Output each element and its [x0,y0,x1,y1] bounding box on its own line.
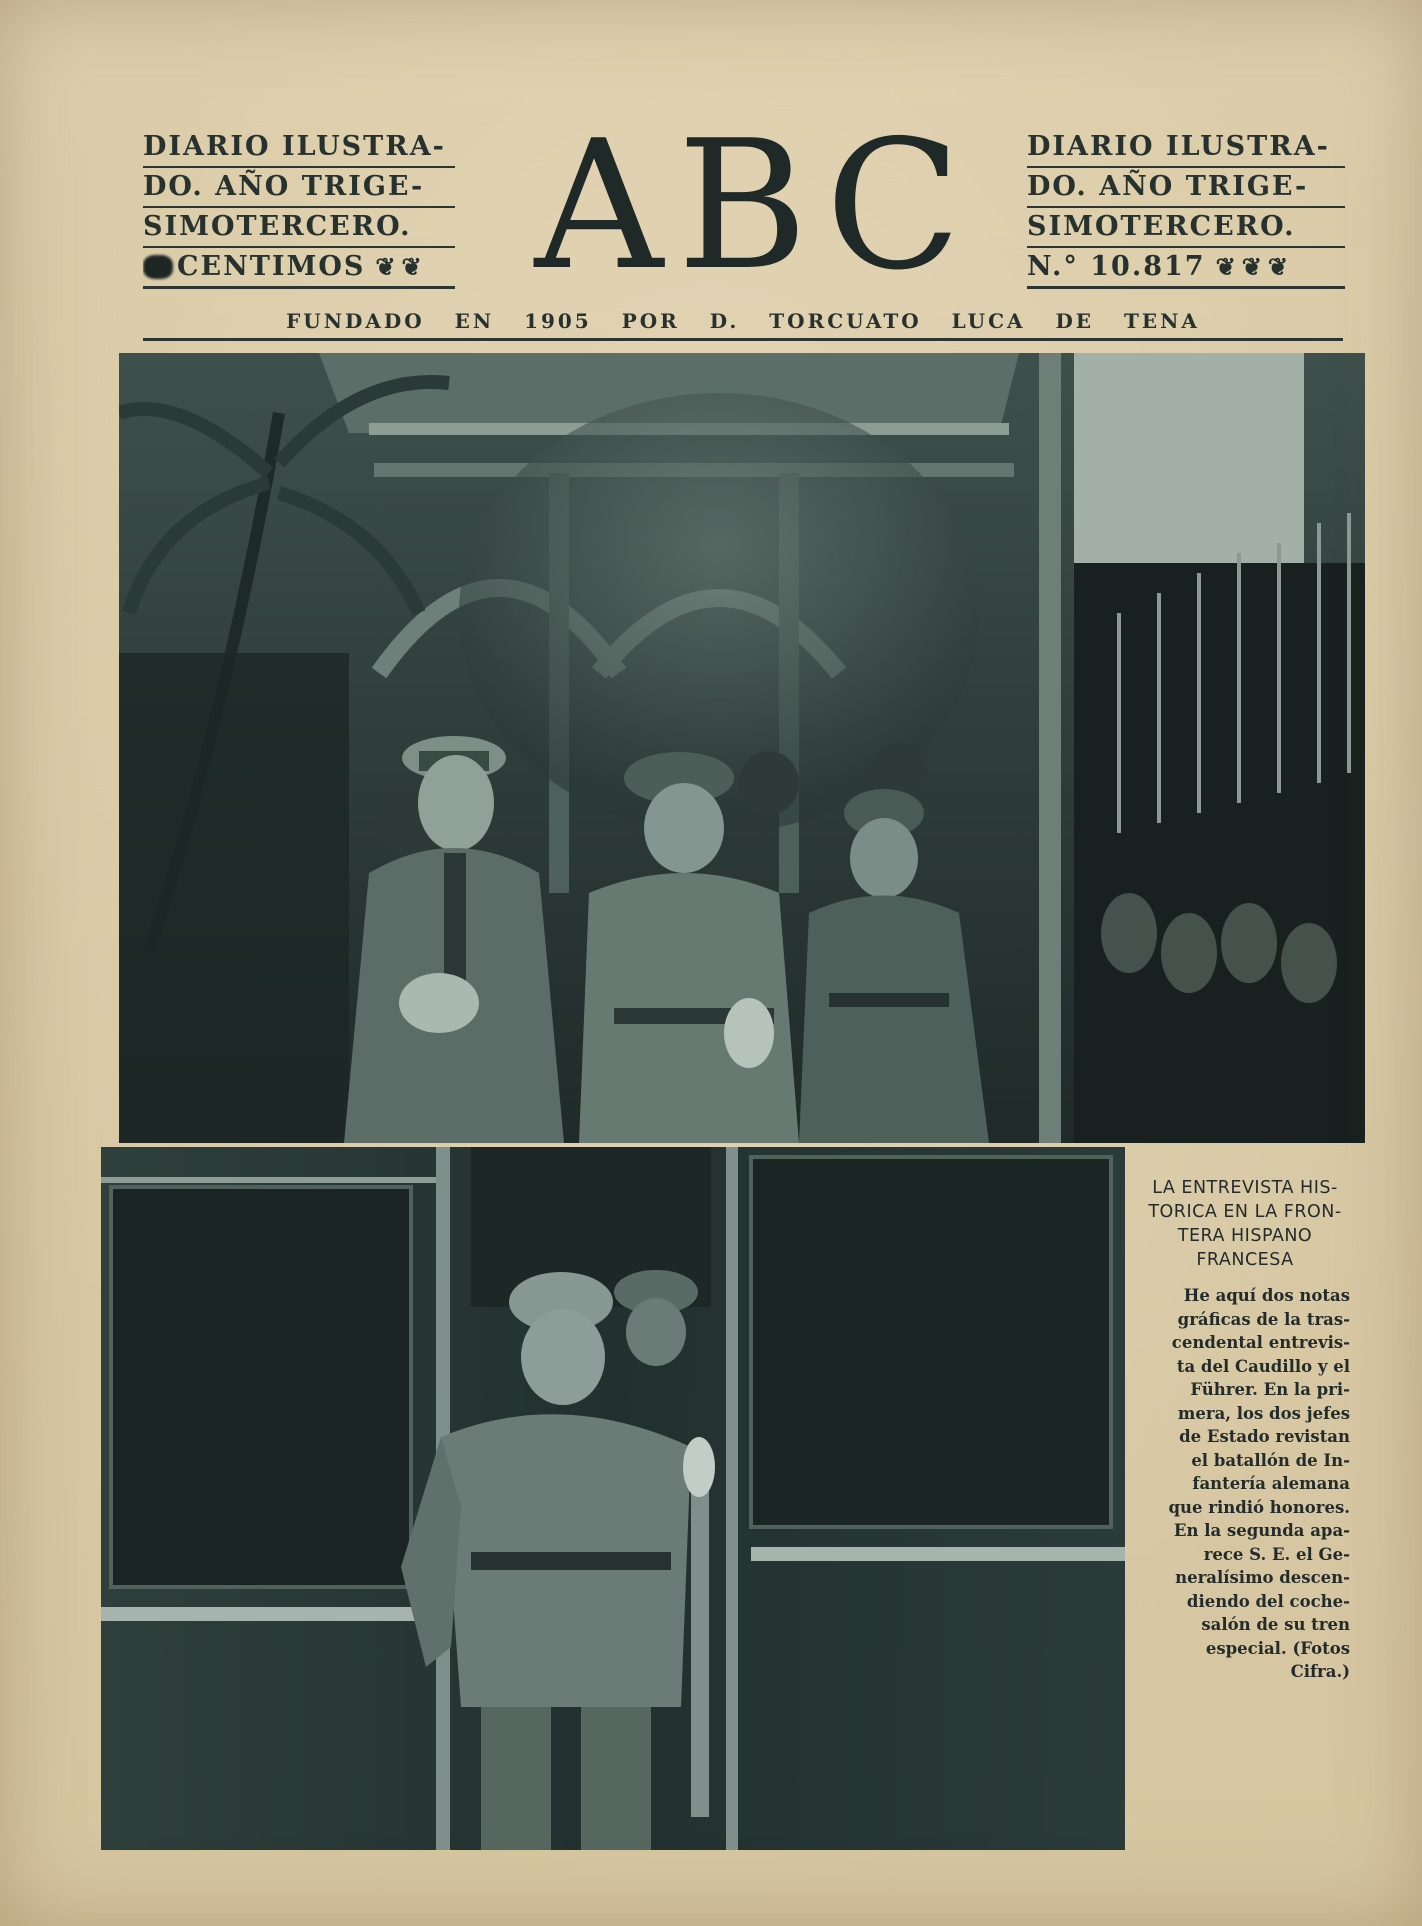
caption-body-line: que rindió honores. [1168,1497,1350,1517]
masthead-left-box [143,128,455,289]
caption-body-line: gráficas de la tras- [1177,1309,1350,1329]
caption-body-line: En la segunda apa- [1173,1521,1350,1540]
masthead-left-line-2: DO. AÑO TRIGE- [143,168,455,208]
photo-caption [1140,1176,1350,1684]
caption-body-line: rece S. E. el Ge- [1203,1544,1350,1564]
masthead-rule [143,338,1343,341]
newspaper-logo: ABC [534,102,976,309]
caption-body-line: diendo del coche- [1186,1591,1350,1611]
caption-headline-line: FRANCESA [1196,1250,1294,1270]
caption-body-line: He aquí dos notas [1183,1286,1350,1305]
masthead-left-line-1: DIARIO ILUSTRA- [143,128,455,168]
masthead-left-line-4 [143,248,455,289]
caption-headline-line: TORICA EN LA FRON- [1148,1202,1342,1222]
photo-top-illustration [119,353,1365,1143]
ink-blot-icon [143,255,173,279]
laurel-ornament-icon: ❦❦ [375,252,428,281]
caption-headline [1140,1176,1350,1272]
caption-headline-line: LA ENTREVISTA HIS- [1152,1178,1338,1198]
caption-body-line: salón de su tren [1201,1615,1350,1634]
caption-headline-line: TERA HISPANO [1177,1226,1313,1246]
photo-bottom-illustration [101,1147,1125,1850]
caption-body [1140,1284,1350,1684]
caption-body-line: ta del Caudillo y el [1176,1356,1350,1376]
caption-body-line: Führer. En la pri- [1190,1380,1350,1399]
caption-body-line: fantería alemana [1192,1474,1350,1493]
masthead-right-box [1027,128,1345,289]
masthead-right-line-4 [1027,248,1345,289]
caption-body-line: neralísimo descen- [1175,1568,1350,1587]
photo-generalissimo-descending-train [101,1147,1125,1850]
caption-body-line: de Estado revistan [1179,1427,1350,1446]
caption-body-line: cendental entrevis- [1171,1333,1350,1352]
founded-line: FUNDADO EN 1905 POR D. TORCUATO LUCA DE TENA [286,309,1200,333]
masthead-right-line-2: DO. AÑO TRIGE- [1027,168,1345,208]
caption-body-line: Cifra.) [1290,1662,1350,1681]
issue-number: N.° 10.817 [1027,251,1206,282]
caption-body-line: especial. (Fotos [1205,1638,1350,1658]
laurel-ornament-icon: ❦❦❦ [1215,252,1294,281]
photo-leaders-review-battalion [119,353,1365,1143]
masthead-left-line-3: SIMOTERCERO. [143,208,455,248]
masthead-right-line-3: SIMOTERCERO. [1027,208,1345,248]
masthead-right-line-1: DIARIO ILUSTRA- [1027,128,1345,168]
caption-body-line: el batallón de In- [1191,1450,1350,1470]
caption-body-line: mera, los dos jefes [1177,1403,1350,1423]
price-label: CENTIMOS [177,251,366,282]
